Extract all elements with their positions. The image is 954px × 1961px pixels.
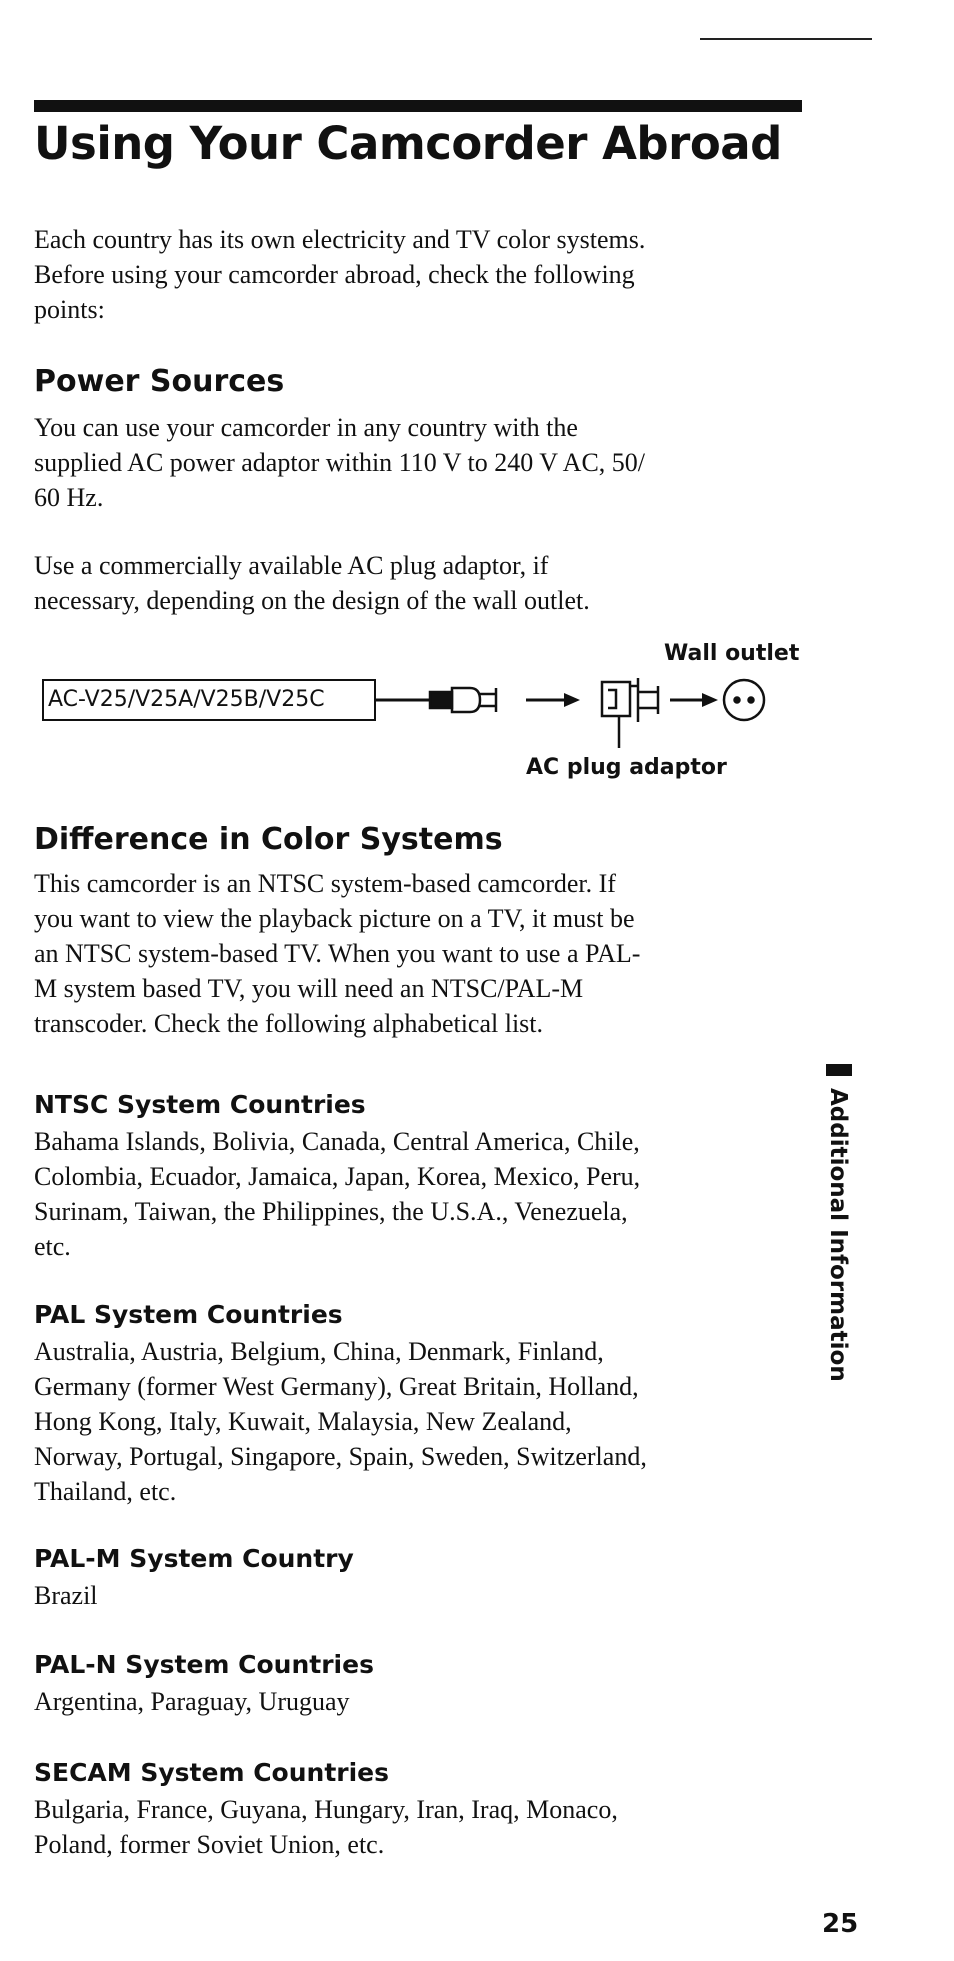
title-bar bbox=[34, 100, 802, 112]
intro-line: Before using your camcorder abroad, check the following bbox=[34, 260, 635, 289]
color-line: This camcorder is an NTSC system-based camcorder. If bbox=[34, 869, 616, 898]
arrow-icon bbox=[526, 693, 580, 707]
intro-paragraph bbox=[34, 222, 814, 327]
top-rule bbox=[700, 38, 872, 40]
pal-heading: PAL System Countries bbox=[34, 1300, 343, 1329]
pal-line: Australia, Austria, Belgium, China, Denmark, Finland, bbox=[34, 1337, 604, 1366]
ntsc-line: Bahama Islands, Bolivia, Canada, Central America, Chile, bbox=[34, 1127, 640, 1156]
pal-line: Hong Kong, Italy, Kuwait, Malaysia, New Zealand, bbox=[34, 1407, 572, 1436]
power-line: 60 Hz. bbox=[34, 483, 104, 512]
power-line: necessary, depending on the design of the wall outlet. bbox=[34, 586, 590, 615]
pal-n-countries bbox=[34, 1684, 814, 1719]
color-line: an NTSC system-based TV. When you want to use a PAL- bbox=[34, 939, 641, 968]
section-side-tab: Additional Information bbox=[825, 1088, 851, 1382]
secam-line: Poland, former Soviet Union, etc. bbox=[34, 1830, 385, 1859]
page-number: 25 bbox=[822, 1909, 859, 1939]
pal-m-line: Brazil bbox=[34, 1581, 98, 1610]
arrow-icon bbox=[670, 693, 718, 707]
pal-line: Thailand, etc. bbox=[34, 1477, 177, 1506]
pal-line: Norway, Portugal, Singapore, Spain, Sweden, Switzerland, bbox=[34, 1442, 647, 1471]
secam-line: Bulgaria, France, Guyana, Hungary, Iran, Iraq, Monaco, bbox=[34, 1795, 618, 1824]
pal-line: Germany (former West Germany), Great Britain, Holland, bbox=[34, 1372, 639, 1401]
color-systems-heading: Difference in Color Systems bbox=[34, 822, 503, 857]
pal-n-line: Argentina, Paraguay, Uruguay bbox=[34, 1687, 350, 1716]
pal-countries bbox=[34, 1334, 814, 1509]
intro-line: points: bbox=[34, 295, 105, 324]
power-line: supplied AC power adaptor within 110 V to 240 V AC, 50/ bbox=[34, 448, 646, 477]
intro-line: Each country has its own electricity and TV color systems. bbox=[34, 225, 646, 254]
ntsc-line: etc. bbox=[34, 1232, 71, 1261]
secam-heading: SECAM System Countries bbox=[34, 1758, 390, 1787]
ntsc-countries bbox=[34, 1124, 814, 1264]
color-systems-paragraph bbox=[34, 866, 814, 1041]
power-sources-paragraph-1 bbox=[34, 410, 814, 515]
power-sources-paragraph-2 bbox=[34, 548, 814, 618]
ntsc-heading: NTSC System Countries bbox=[34, 1090, 366, 1119]
page-title: Using Your Camcorder Abroad bbox=[34, 117, 782, 170]
plug-adaptor-icon bbox=[602, 678, 658, 748]
pal-m-heading: PAL-M System Country bbox=[34, 1544, 354, 1573]
ntsc-line: Colombia, Ecuador, Jamaica, Japan, Korea, Mexico, Peru, bbox=[34, 1162, 641, 1191]
wall-outlet-icon bbox=[724, 680, 764, 720]
side-tab-bar bbox=[826, 1064, 852, 1076]
plug-icon bbox=[430, 688, 496, 712]
power-line: You can use your camcorder in any country with the bbox=[34, 413, 578, 442]
color-line: M system based TV, you will need an NTSC/PAL-M bbox=[34, 974, 584, 1003]
pal-m-countries bbox=[34, 1578, 814, 1613]
color-line: transcoder. Check the following alphabetical list. bbox=[34, 1009, 544, 1038]
power-line: Use a commercially available AC plug adaptor, if bbox=[34, 551, 549, 580]
secam-countries bbox=[34, 1792, 814, 1862]
pal-n-heading: PAL-N System Countries bbox=[34, 1650, 374, 1679]
adaptor-model-box: AC-V25/V25A/V25B/V25C bbox=[42, 679, 376, 721]
plug-adaptor-label: AC plug adaptor bbox=[526, 755, 727, 780]
wall-outlet-label: Wall outlet bbox=[664, 641, 800, 666]
color-line: you want to view the playback picture on a TV, it must be bbox=[34, 904, 635, 933]
power-sources-heading: Power Sources bbox=[34, 364, 285, 399]
ntsc-line: Surinam, Taiwan, the Philippines, the U.S.A., Venezuela, bbox=[34, 1197, 628, 1226]
plug-adaptor-diagram bbox=[34, 636, 814, 796]
